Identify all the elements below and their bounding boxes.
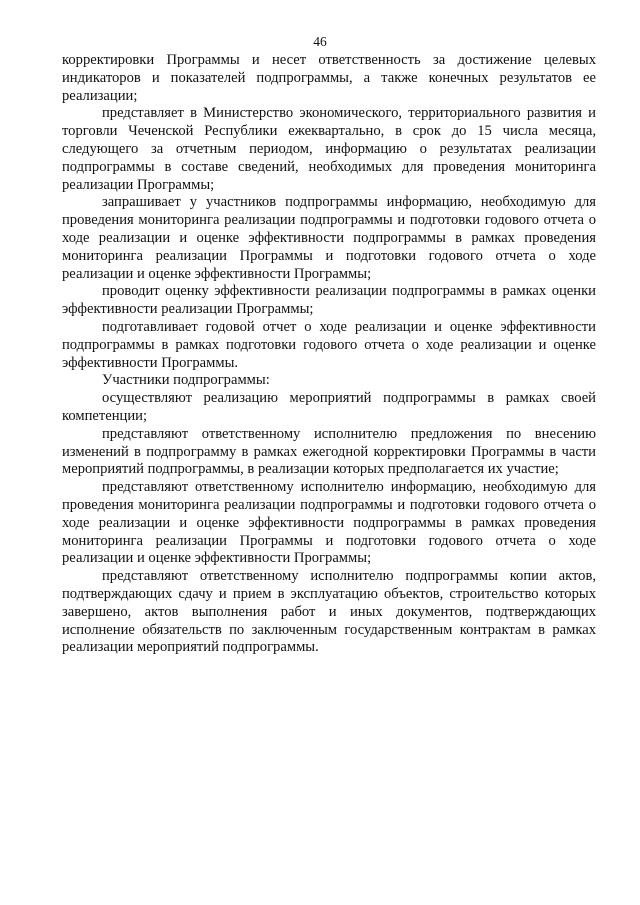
paragraph-participants-acts: представляют ответственному исполнителю подпрограммы копии актов, подтверждающих сдачу и прием в эксплуатацию объектов, строительство которых завершено, актов выполнения работ и иных документов, подтверждающих исполнение обязательств по заключенным государственным контрактам в рамках реализации мероприятий подпрограммы. xyxy=(62,568,596,656)
paragraph-participants-info: представляют ответственному исполнителю информацию, необходимую для проведения мониторинга реализации подпрограммы и подготовки годового отчета о ходе реализации и оценке эффективности подпрограммы в рамках проведения мониторинга реализации Программы и подготовки годового отчета о ходе реализации и оценке эффективности Программы; xyxy=(62,479,596,567)
paragraph-annual-report: подготавливает годовой отчет о ходе реализации и оценке эффективности подпрограммы в рамках подготовки годового отчета о ходе реализации и оценке эффективности Программы. xyxy=(62,318,596,371)
paragraph-evaluation: проводит оценку эффективности реализации подпрограммы в рамках оценки эффективности реализации Программы; xyxy=(62,283,596,318)
paragraph-participants-proposals: представляют ответственному исполнителю предложения по внесению изменений в подпрограмму в рамках ежегодной корректировки Программы в части мероприятий подпрограммы, в реализации которых предполагается их участие; xyxy=(62,425,596,478)
paragraph-continuation: корректировки Программы и несет ответственность за достижение целевых индикаторов и показателей подпрограммы, а также конечных результатов ее реализации; xyxy=(62,52,596,104)
paragraph-reporting: представляет в Министерство экономического, территориального развития и торговли Чеченской Республики ежеквартально, в срок до 15 числа месяца, следующего за отчетным периодом, информацию о результатах реализации подпрограммы в составе сведений, необходимых для проведения мониторинга реализации Программы; xyxy=(62,105,596,193)
paragraph-participants-implement: осуществляют реализацию мероприятий подпрограммы в рамках своей компетенции; xyxy=(62,390,596,424)
document-body xyxy=(62,52,596,657)
paragraph-request-info: запрашивает у участников подпрограммы информацию, необходимую для проведения мониторинга реализации подпрограммы и подготовки годового отчета о ходе реализации и оценке эффективности подпрограммы в рамках проведения мониторинга реализации Программы и подготовки годового отчета о ходе реализации и оценке эффективности Программы; xyxy=(62,194,596,282)
participants-heading: Участники подпрограммы: xyxy=(102,372,270,389)
page-number: 46 xyxy=(313,34,327,49)
